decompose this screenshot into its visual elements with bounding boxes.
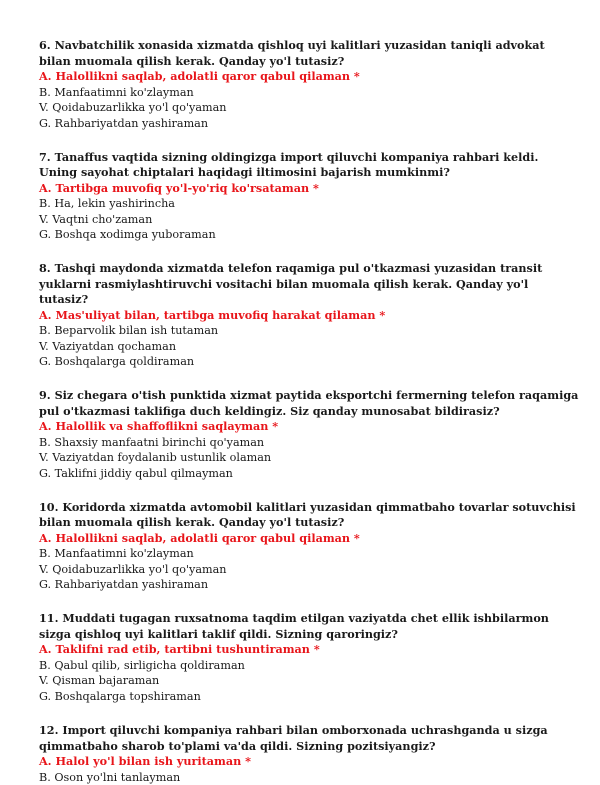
answer-option: B. Manfaatimni ko'zlayman: [39, 85, 194, 99]
correct-answer-option: A. Mas'uliyat bilan, tartibga muvofiq harakat qilaman *: [39, 307, 386, 322]
correct-answer-option: A. Halol yo'l bilan ish yuritaman *: [39, 754, 252, 769]
correct-answer-option: A. Tartibga muvofiq yo'l-yo'riq ko'rsataman *: [39, 180, 319, 195]
question-text-line: pul o'tkazmasi taklifiga duch keldingiz. Siz qanday munosabat bildirasiz?: [39, 403, 500, 418]
question-text-line: 10. Koridorda xizmatda avtomobil kalitlari yuzasidan qimmatbaho tovarlar sotuvchisi: [39, 499, 576, 514]
question-text-line: yuklarni rasmiylashtiruvchi vositachi bilan muomala qilish kerak. Qanday yo'l: [39, 276, 529, 291]
question-text-line: 12. Import qiluvchi kompaniya rahbari bilan omborxonada uchrashganda u sizga: [39, 723, 548, 738]
answer-option: G. Rahbariyatdan yashiraman: [39, 578, 209, 592]
correct-answer-option: A. Halollikni saqlab, adolatli qaror qabul qilaman *: [39, 530, 360, 545]
question-text-line: 11. Muddati tugagan ruxsatnoma taqdim etilgan vaziyatda chet ellik ishbilarmon: [39, 611, 549, 626]
question-text-line: bilan muomala qilish kerak. Qanday yo'l tutasiz?: [39, 515, 345, 530]
answer-option: V. Vaziyatdan qochaman: [39, 339, 177, 353]
question-text-line: qimmatbaho sharob to'plami va'da qildi. Sizning pozitsiyangiz?: [39, 738, 436, 753]
question-block: [39, 611, 580, 704]
correct-answer-option: A. Halollik va shaffoflikni saqlayman *: [39, 419, 279, 434]
answer-option: B. Manfaatimni ko'zlayman: [39, 547, 194, 561]
answer-option: G. Taklifni jiddiy qabul qilmayman: [39, 466, 233, 480]
question-text-line: 6. Navbatchilik xonasida xizmatda qishloq uyi kalitlari yuzasidan taniqli advokat: [39, 38, 545, 52]
answer-option: G. Boshqalarga topshiraman: [39, 689, 201, 703]
answer-option: G. Boshqalarga qoldiraman: [39, 355, 195, 369]
answer-option: V. Qisman bajaraman: [39, 674, 160, 688]
question-text-line: bilan muomala qilish kerak. Qanday yo'l tutasiz?: [39, 53, 345, 68]
answer-option: V. Qoidabuzarlikka yo'l qo'yaman: [39, 101, 227, 114]
question-block: [39, 261, 580, 370]
question-block: [39, 150, 580, 243]
answer-option: B. Qabul qilib, sirligicha qoldiraman: [39, 658, 245, 672]
correct-answer-option: A. Halollikni saqlab, adolatli qaror qabul qilaman *: [39, 69, 360, 83]
question-text-line: 7. Tanaffus vaqtida sizning oldingizga import qiluvchi kompaniya rahbari keldi.: [39, 149, 539, 164]
answer-option: B. Shaxsiy manfaatni birinchi qo'yaman: [39, 435, 265, 449]
answer-option: V. Vaziyatdan foydalanib ustunlik olaman: [39, 451, 272, 465]
question-block: [39, 388, 580, 481]
answer-option: G. Boshqa xodimga yuboraman: [39, 228, 216, 242]
answer-option: B. Ha, lekin yashirincha: [39, 197, 175, 211]
question-text-line: Uning sayohat chiptalari haqidagi iltimosini bajarish mumkinmi?: [39, 165, 450, 180]
question-block: [39, 500, 580, 593]
answer-option: V. Qoidabuzarlikka yo'l qo'yaman: [39, 562, 227, 576]
answer-option: G. Rahbariyatdan yashiraman: [39, 116, 209, 130]
question-block: [39, 38, 580, 131]
question-text-line: sizga qishloq uyi kalitlari taklif qildi. Sizning qaroringiz?: [39, 626, 398, 641]
answer-option: B. Beparvolik bilan ish tutaman: [39, 324, 219, 338]
correct-answer-option: A. Taklifni rad etib, tartibni tushuntiraman *: [39, 642, 320, 657]
question-text-line: 9. Siz chegara o'tish punktida xizmat paytida eksportchi fermerning telefon raqamiga: [39, 388, 579, 403]
question-text-line: 8. Tashqi maydonda xizmatda telefon raqamiga pul o'tkazmasi yuzasidan transit: [39, 261, 543, 276]
question-text-line: tutasiz?: [39, 292, 89, 307]
answer-option: B. Oson yo'lni tanlayman: [39, 770, 181, 784]
answer-option: V. Vaqtni cho'zaman: [39, 212, 153, 226]
